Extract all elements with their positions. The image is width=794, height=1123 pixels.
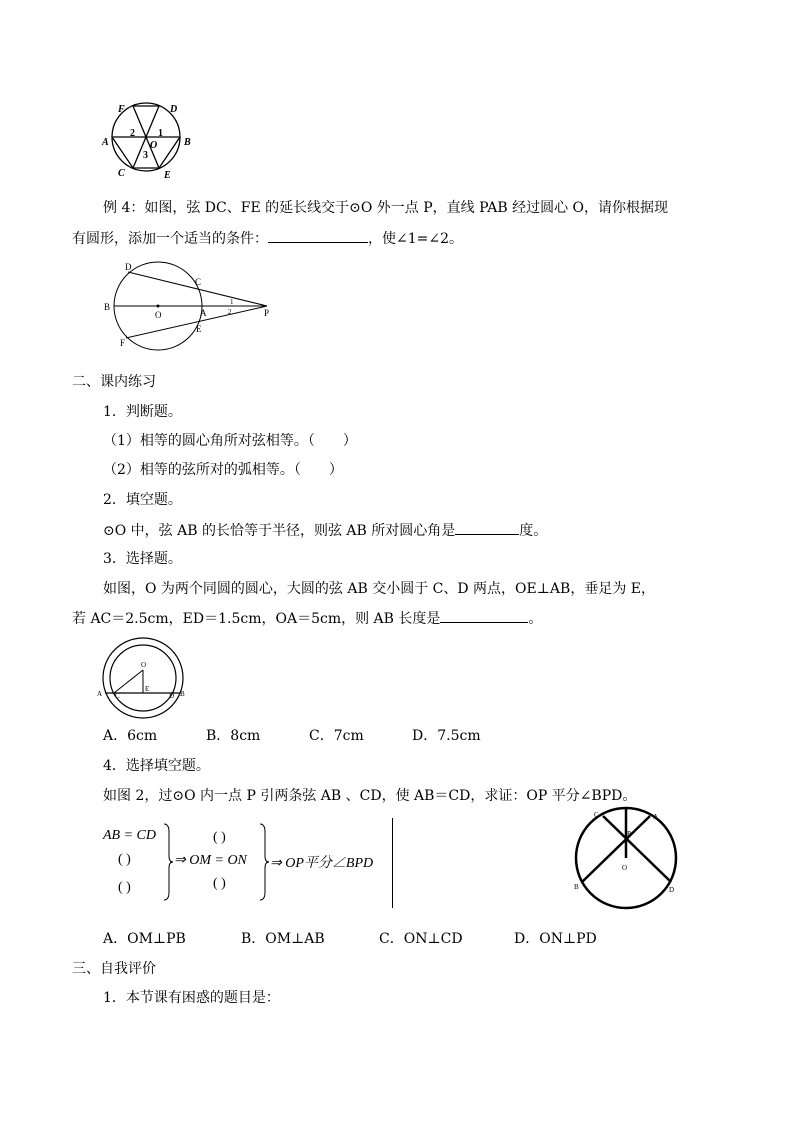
- fig1-label-3: 3: [143, 150, 148, 161]
- proof-mid: ⇒ OM = ON: [174, 853, 247, 868]
- proof-divider: [392, 818, 393, 908]
- fig1-label-C: C: [118, 168, 125, 179]
- fig2-label-D: D: [125, 262, 132, 272]
- fig1-label-1: 1: [158, 128, 163, 139]
- q3-option-a[interactable]: A．6cm: [103, 728, 158, 744]
- fig1-label-F: F: [118, 104, 125, 115]
- fig2-label-P: P: [264, 308, 270, 318]
- q4-text: 如图 2，过⊙O 内一点 P 引两条弦 AB 、CD，使 AB＝CD，求证：OP 平分∠BPD。: [103, 788, 637, 804]
- q4-option-c[interactable]: C．ON⊥CD: [379, 931, 463, 947]
- fig2-label-2: 2: [228, 308, 232, 316]
- q3-line1: 如图，O 为两个同圆的圆心，大圆的弦 AB 交小圆于 C、D 两点，OE⊥AB，垂足为 E，: [103, 581, 655, 597]
- example4-blank[interactable]: [268, 228, 368, 243]
- proof-mid-bottom[interactable]: ( ): [213, 876, 226, 891]
- fig4-label-O: O: [622, 864, 628, 872]
- proof-r3[interactable]: ( ): [118, 880, 131, 895]
- q3-option-d[interactable]: D．7.5cm: [412, 728, 481, 744]
- q2-text: ⊙O 中，弦 AB 的长恰等于半径，则弦 AB 所对圆心角是 度。: [103, 520, 547, 541]
- fig2-label-O: O: [155, 310, 162, 320]
- q3-option-b[interactable]: B．8cm: [206, 728, 261, 744]
- fig3-label-E: E: [145, 685, 150, 693]
- proof-brace-left: [162, 822, 174, 902]
- example4-line2: 有圆形，添加一个适当的条件： ，使∠1=∠2。: [72, 228, 463, 249]
- section3-q1: 1．本节课有困惑的题目是：: [103, 990, 280, 1006]
- q3-blank[interactable]: [440, 608, 528, 623]
- q4-options: [103, 929, 597, 949]
- proof-result: ⇒ OP平分∠BPD: [270, 856, 374, 871]
- fig3-label-O: O: [141, 661, 147, 669]
- fig4-label-A: A: [653, 813, 659, 821]
- fig2-label-C: C: [195, 277, 202, 287]
- fig1-label-A: A: [102, 137, 109, 148]
- fig2-label-B: B: [104, 302, 111, 312]
- proof-r1: AB = CD: [103, 828, 156, 843]
- q4-option-d[interactable]: D．ON⊥PD: [514, 931, 597, 947]
- q4-option-a[interactable]: A．OM⊥PB: [103, 931, 186, 947]
- q3-line2: 若 AC＝2.5cm，ED＝1.5cm，OA＝5cm，则 AB 长度是 。: [72, 608, 542, 629]
- fig3-label-A: A: [97, 690, 103, 698]
- proof-mid-top[interactable]: ( ): [213, 830, 226, 845]
- q1-title: 1．判断题。: [103, 404, 182, 420]
- fig1-label-D: D: [170, 104, 178, 115]
- section2-heading: 二、课内练习: [72, 374, 156, 390]
- fig4-label-B: B: [574, 883, 579, 891]
- fig3-label-C: C: [115, 692, 120, 700]
- fig3-label-D: D: [169, 692, 175, 700]
- fig2-label-F: F: [120, 338, 126, 348]
- q3-title: 3．选择题。: [103, 551, 182, 567]
- fig2-label-E: E: [196, 324, 202, 334]
- fig2-label-A: A: [200, 308, 207, 318]
- fig1-label-2: 2: [130, 128, 135, 139]
- q4-option-b[interactable]: B．OM⊥AB: [241, 931, 325, 947]
- figure-two-chords-circle: [570, 806, 690, 918]
- fig3-label-B: B: [180, 690, 185, 698]
- q3-option-c[interactable]: C．7cm: [309, 728, 364, 744]
- proof-r2[interactable]: ( ): [118, 852, 131, 867]
- fig1-label-B: B: [184, 137, 191, 148]
- proof-brace-right: [258, 822, 270, 902]
- fig4-label-C: C: [594, 811, 599, 819]
- q1-item1: （1）相等的圆心角所对弦相等。（ ）: [103, 433, 357, 449]
- q2-blank[interactable]: [455, 520, 519, 535]
- fig2-label-1: 1: [230, 298, 234, 306]
- fig4-label-D: D: [669, 886, 675, 894]
- figure-secant-circle: [100, 258, 290, 358]
- fig4-label-P: P: [627, 830, 631, 838]
- example4-line1: 例 4：如图，弦 DC、FE 的延长线交于⊙O 外一点 P，直线 PAB 经过圆心 O，请你根据现: [103, 200, 669, 216]
- figure-hexagon-circle: [100, 100, 210, 180]
- figure-concentric-circles: [96, 636, 196, 721]
- q2-title: 2．填空题。: [103, 492, 182, 508]
- q1-item2: （2）相等的弦所对的弧相等。（ ）: [103, 462, 343, 478]
- fig1-label-O: O: [150, 140, 158, 151]
- q4-title: 4．选择填空题。: [103, 758, 210, 774]
- fig1-label-E: E: [164, 170, 171, 181]
- section3-heading: 三、自我评价: [72, 961, 156, 977]
- q3-options: [103, 726, 481, 746]
- q4-proof-scheme: [100, 818, 400, 910]
